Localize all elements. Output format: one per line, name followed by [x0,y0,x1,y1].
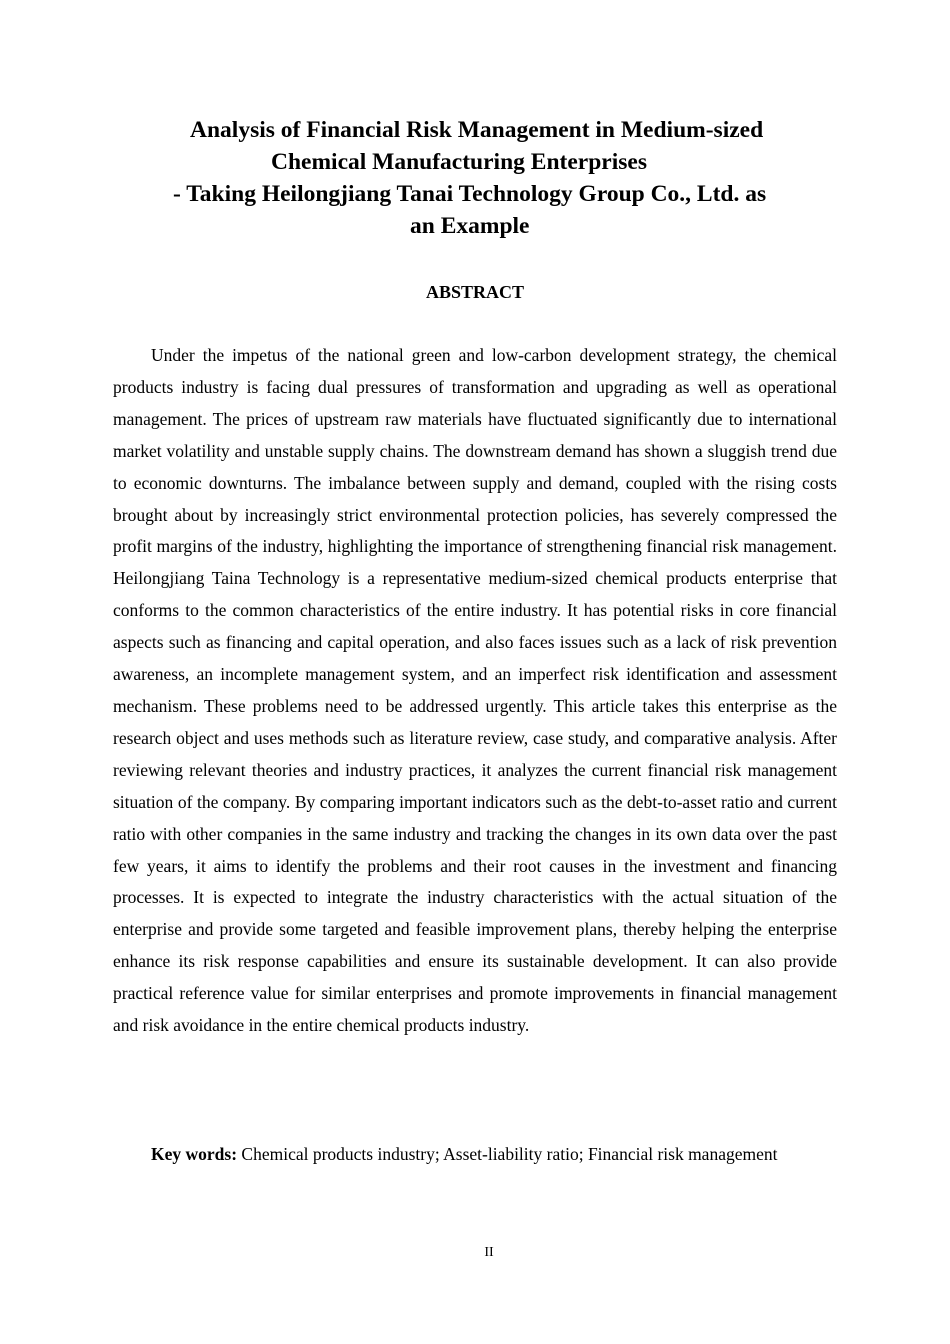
abstract-body [113,340,837,1042]
keywords-label: Key words: [151,1144,238,1164]
keywords-text: Chemical products industry; Asset-liability ratio; Financial risk management [237,1144,778,1164]
title-line-2: Chemical Manufacturing Enterprises [271,149,647,175]
page-number: II [484,1245,494,1260]
title-line-3: - Taking Heilongjiang Tanai Technology Group Co., Ltd. as [173,181,767,207]
paper-title [160,114,840,242]
keywords-line [113,1138,837,1170]
title-line-4: an Example [410,213,530,239]
abstract-paragraph: Under the impetus of the national green and low-carbon development strategy, the chemical products industry is facing dual pressures of transformation and upgrading as well as operational management. The prices of upstream raw materials have fluctuated significantly due to international market volatility and unstable supply chains. The downstream demand has shown a sluggish trend due to economic downturns. The imbalance between supply and demand, coupled with the rising costs brought about by increasingly strict environmental protection policies, has severely compressed the profit margins of the industry, highlighting the importance of strengthening financial risk management. Heilongjiang Taina Technology is a representative medium-sized chemical products enterprise that conforms to the common characteristics of the entire industry. It has potential risks in core financial aspects such as financing and capital operation, and also faces issues such as a lack of risk prevention awareness, an incomplete management system, and an imperfect risk identification and assessment mechanism. These problems need to be addressed urgently. This article takes this enterprise as the research object and uses methods such as literature review, case study, and comparative analysis. After reviewing relevant theories and industry practices, it analyzes the current financial risk management situation of the company. By comparing important indicators such as the debt-to-asset ratio and current ratio with other companies in the same industry and tracking the changes in its own data over the past few years, it aims to identify the problems and their root causes in the investment and financing processes. It is expected to integrate the industry characteristics with the actual situation of the enterprise and provide some targeted and feasible improvement plans, thereby helping the enterprise enhance its risk response capabilities and ensure its sustainable development. It can also provide practical reference value for similar enterprises and promote improvements in financial management and risk avoidance in the entire chemical products industry. [113,345,837,1036]
abstract-heading: ABSTRACT [425,282,525,302]
title-line-1: Analysis of Financial Risk Management in Medium-sized [190,117,764,143]
